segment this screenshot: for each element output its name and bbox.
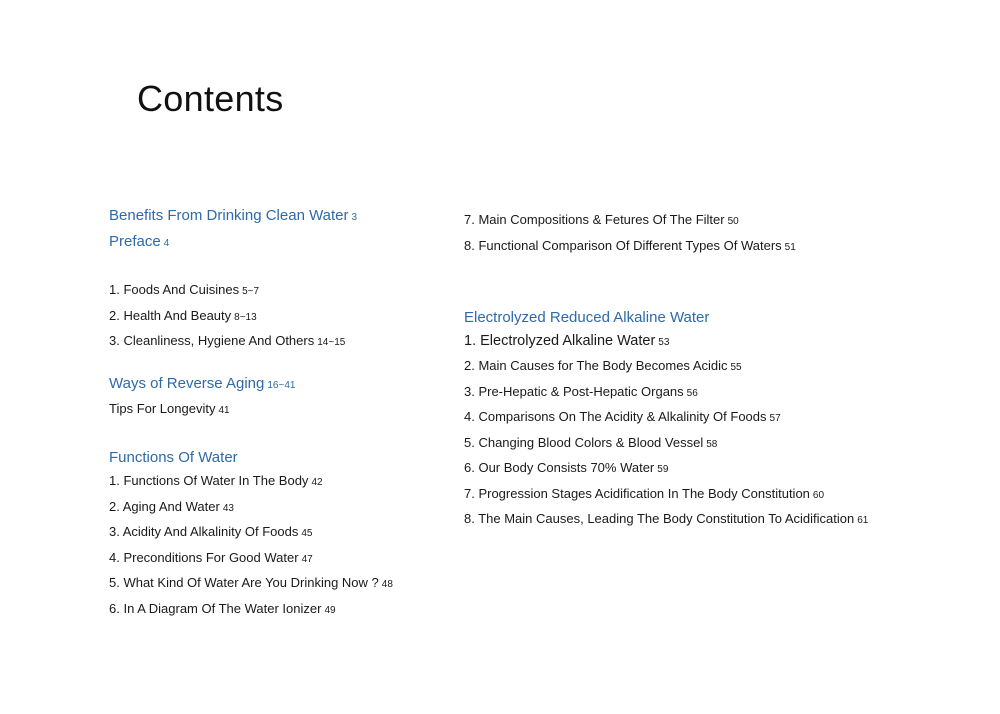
entry-page: 51	[784, 241, 796, 253]
toc-entry-comparison[interactable]	[464, 234, 894, 260]
entry-page: 8~13	[234, 311, 257, 323]
entry-page: 48	[381, 579, 393, 590]
entry-page: 57	[769, 413, 781, 424]
toc-entry-what-water[interactable]	[109, 571, 539, 597]
entry-page: 55	[730, 362, 742, 373]
entry-label: 2. Health And Beauty	[109, 307, 232, 323]
entry-label: 3. Cleanliness, Hygiene And Others	[109, 333, 315, 348]
entry-label: 2. Aging And Water	[109, 498, 220, 514]
heading-label: Electrolyzed Reduced Alkaline Water	[464, 309, 710, 326]
entry-label: 4. Preconditions For Good Water	[109, 549, 299, 565]
entry-page: 41	[218, 405, 230, 416]
heading-label: Ways of Reverse Aging	[109, 374, 265, 392]
toc-entry-food-comparison[interactable]	[464, 405, 894, 431]
heading-label: Functions Of Water	[109, 448, 238, 466]
entry-label: 5. Changing Blood Colors & Blood Vessel	[464, 434, 704, 450]
toc-right-column	[464, 208, 894, 533]
entry-page: 3	[351, 212, 358, 223]
entry-label: Benefits From Drinking Clean Water	[109, 207, 349, 224]
toc-entry-hepatic[interactable]	[464, 380, 894, 406]
toc-entry-progression[interactable]	[464, 482, 894, 508]
entry-label: 8. Functional Comparison Of Different Types Of Waters	[464, 237, 782, 253]
entry-page: 47	[301, 553, 313, 565]
entry-label: 3. Acidity And Alkalinity Of Foods	[109, 524, 299, 539]
entry-page: 49	[324, 604, 336, 616]
entry-page: 4	[163, 237, 170, 249]
entry-page: 59	[657, 464, 669, 475]
toc-entry-acidic-causes[interactable]	[464, 354, 894, 380]
entry-label: Preface	[109, 232, 161, 250]
entry-label: 7. Progression Stages Acidification In The Body Constitution	[464, 485, 810, 501]
entry-page: 5~7	[242, 286, 260, 297]
entry-label: 1. Foods And Cuisines	[109, 282, 240, 297]
entry-label: 1. Electrolyzed Alkaline Water	[464, 332, 656, 349]
toc-entry-electrolyzed[interactable]	[464, 330, 894, 355]
toc-entry-ionizer[interactable]	[109, 597, 539, 623]
toc-entry-filter[interactable]	[464, 208, 894, 234]
entry-page: 53	[658, 336, 670, 348]
entry-page: 60	[812, 489, 825, 501]
entry-label: 3. Pre-Hepatic & Post-Hepatic Organs	[464, 383, 684, 399]
entry-label: 7. Main Compositions & Fetures Of The Filter	[464, 212, 725, 227]
entry-page: 56	[686, 387, 698, 399]
entry-page: 50	[727, 216, 739, 227]
toc-entry-body-water[interactable]	[464, 456, 894, 482]
toc-entry-blood[interactable]	[464, 431, 894, 457]
entry-page: 43	[222, 502, 234, 514]
toc-entry-preconditions[interactable]	[109, 546, 539, 572]
toc-heading-alkaline[interactable]	[464, 306, 894, 330]
entry-label: 4. Comparisons On The Acidity & Alkalinity Of Foods	[464, 409, 767, 424]
entry-page: 45	[301, 528, 313, 539]
heading-page: 16~41	[267, 379, 296, 391]
entry-label: Tips For Longevity	[109, 401, 216, 416]
entry-label: 8. The Main Causes, Leading The Body Constitution To Acidification	[464, 511, 855, 526]
entry-label: 2. Main Causes for The Body Becomes Acidic	[464, 358, 728, 373]
entry-label: 6. Our Body Consists 70% Water	[464, 460, 655, 475]
entry-page: 58	[706, 438, 718, 450]
entry-label: 6. In A Diagram Of The Water Ionizer	[109, 600, 322, 616]
entry-page: 14~15	[317, 337, 346, 348]
entry-label: 5. What Kind Of Water Are You Drinking Now ?	[109, 575, 379, 590]
entry-page: 61	[857, 515, 869, 526]
page-title: Contents	[137, 78, 284, 119]
entry-label: 1. Functions Of Water In The Body	[109, 473, 309, 488]
entry-page: 42	[311, 477, 323, 488]
toc-entry-main-causes[interactable]	[464, 507, 894, 533]
